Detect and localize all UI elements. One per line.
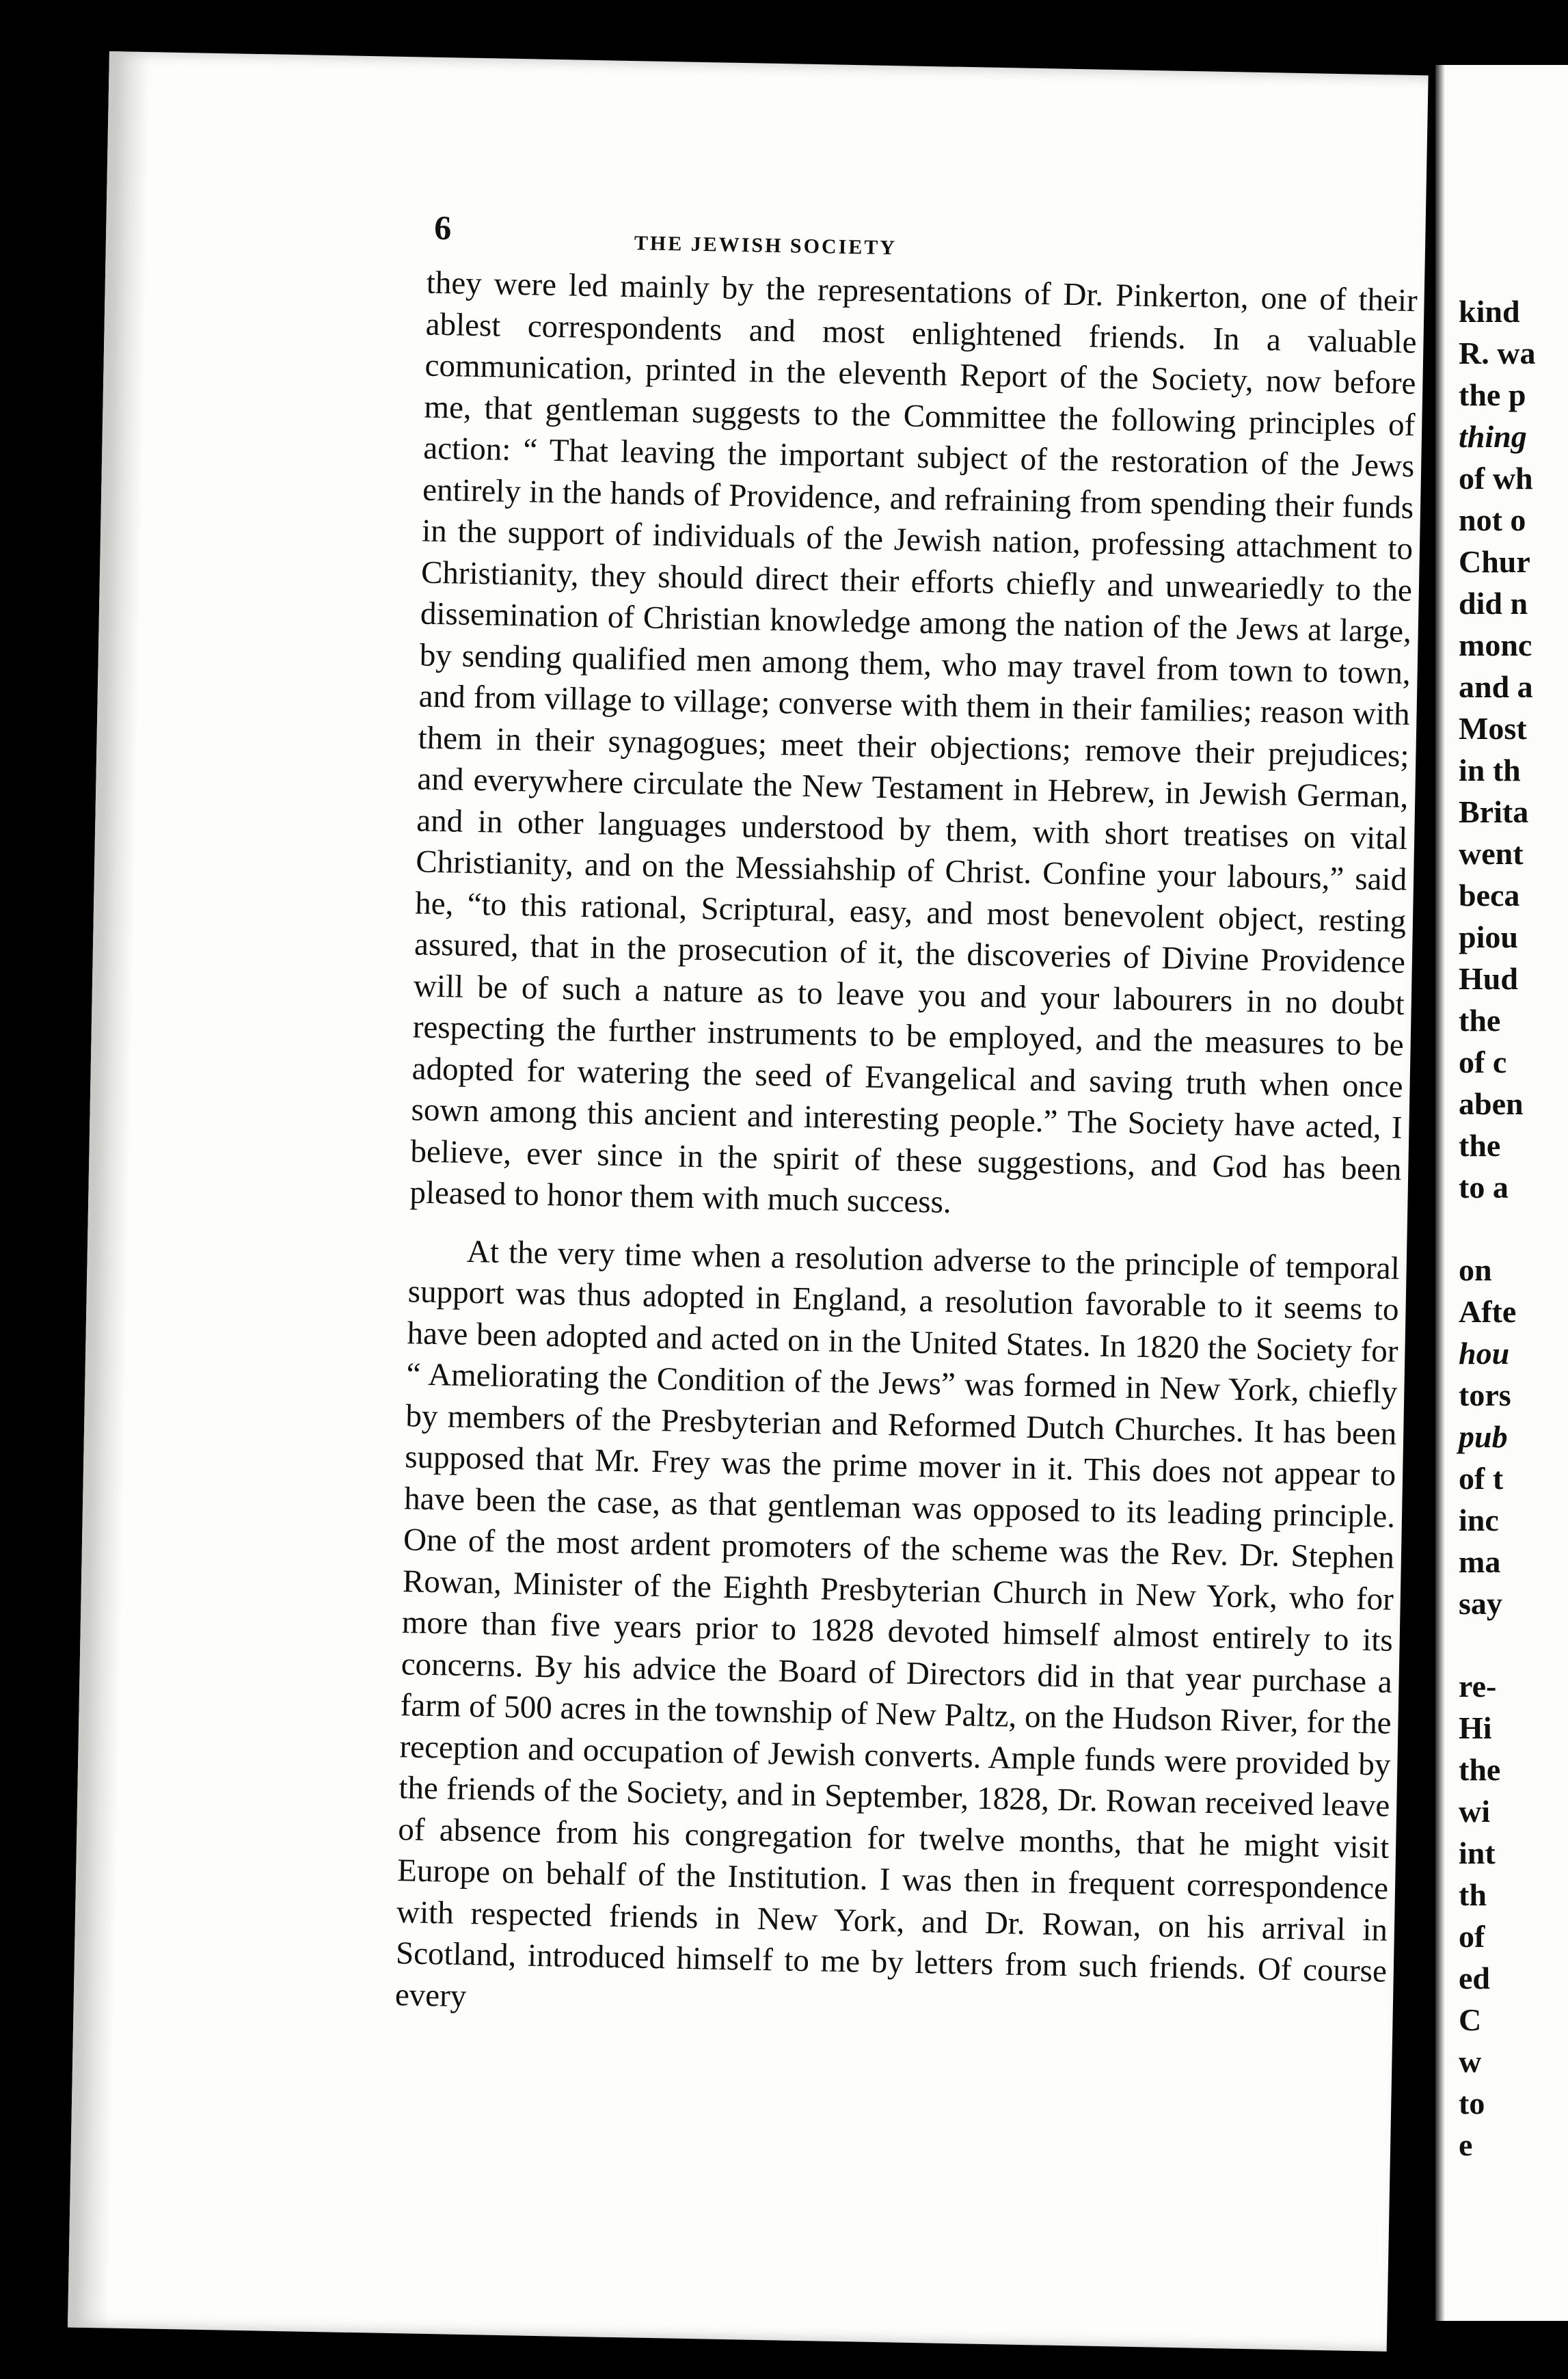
facing-line: hou: [1459, 1336, 1510, 1371]
facing-line: tors: [1459, 1377, 1511, 1412]
facing-line: w: [1459, 2044, 1482, 2079]
facing-line: Hi: [1459, 1710, 1492, 1745]
facing-page-lines: [1459, 291, 1535, 2166]
facing-line: the p: [1459, 377, 1526, 412]
running-head: THE JEWISH SOCIETY: [634, 232, 897, 260]
facing-line: and a: [1459, 669, 1533, 704]
facing-line: in th: [1459, 753, 1521, 788]
facing-line: th: [1459, 1877, 1487, 1912]
facing-line: e: [1459, 2127, 1473, 2162]
facing-line: of wh: [1459, 461, 1533, 496]
facing-line: aben: [1459, 1086, 1524, 1121]
facing-line: ma: [1459, 1544, 1501, 1579]
facing-line: piou: [1459, 919, 1518, 954]
facing-line: thing: [1459, 419, 1527, 454]
facing-page-fragment: [1435, 65, 1568, 2321]
facing-line: Chur: [1459, 544, 1530, 579]
facing-line: to: [1459, 2086, 1485, 2121]
facing-line: inc: [1459, 1503, 1499, 1537]
facing-line: beca: [1459, 878, 1520, 913]
facing-line: the: [1459, 1128, 1501, 1163]
left-page: [68, 51, 1429, 2352]
facing-line: of: [1459, 1919, 1485, 1954]
facing-line: Hud: [1459, 961, 1518, 996]
facing-line: kind: [1459, 294, 1520, 329]
facing-line: monc: [1459, 628, 1532, 662]
facing-line: int: [1459, 1836, 1496, 1870]
facing-line: on: [1459, 1252, 1492, 1287]
body-text: [394, 263, 1418, 2034]
facing-line: not o: [1459, 502, 1526, 537]
facing-line: did n: [1459, 586, 1528, 621]
facing-line: the: [1459, 1752, 1501, 1787]
page-number: 6: [433, 208, 452, 247]
paragraph-2: At the very time when a resolution adverse to the principle of temporal support was thus adopted in England, a resolution favorable to it seems to have been adopted and acted on in the United States. In 1820 the Society for “ Ameliorating the Condition of the Jews” was formed in New York, chiefly by members of the Presbyterian and Reformed Dutch Churches. It has been supposed that Mr. Frey was the prime mover in it. This does not appear to have been the case, as that gentleman was opposed to its leading principle. One of the most ardent promoters of the scheme was the Rev. Dr. Stephen Rowan, Minister of the Eighth Presbyterian Church in New York, who for more than five years prior to 1828 devoted himself almost entirely to its concerns. By his advice the Board of Directors did in that year purchase a farm of 500 acres in the township of New Paltz, on the Hudson River, for the reception and occupation of Jewish converts. Ample funds were provided by the friends of the Society, and in September, 1828, Dr. Rowan received leave of absence from his congregation for twelve months, that he might visit Europe on behalf of the Institution. I was then in frequent correspondence with respected friends in New York, and Dr. Rowan, on his arrival in Scotland, introduced himself to me by letters from such friends. Of course every: [394, 1233, 1401, 2014]
facing-line: of c: [1459, 1045, 1507, 1079]
facing-line: wi: [1459, 1794, 1490, 1829]
facing-line: of t: [1459, 1461, 1504, 1496]
facing-line: re-: [1459, 1669, 1497, 1704]
facing-line: ed: [1459, 1961, 1490, 1995]
facing-line: Brita: [1459, 794, 1529, 829]
facing-line: to a: [1459, 1170, 1509, 1205]
facing-line: R. wa: [1459, 336, 1536, 371]
facing-line: Most: [1459, 711, 1527, 746]
facing-line: pub: [1459, 1419, 1508, 1454]
facing-line: C: [1459, 2002, 1482, 2037]
facing-line: Afte: [1459, 1294, 1517, 1329]
facing-line: went: [1459, 836, 1524, 871]
paragraph-1: they were led mainly by the representations of Dr. Pinkerton, one of their ablest correspondents and most enlightened friends. In a valuable communication, printed in the eleventh Report of the Society, now before me, that gentleman suggests to the Committee the following principles of action: “ That leaving the important subject of the restoration of the Jews entirely in the hands of Providence, and refraining from spending their funds in the support of individuals of the Jewish nation, professing attachment to Christianity, they should direct their efforts chiefly and unweariedly to the dissemination of Christian knowledge among the nation of the Jews at large, by sending qualified men among them, who may travel from town to town, and from village to village; converse with them in their families; reason with them in their synagogues; meet their objections; remove their prejudices; and everywhere circulate the New Testament in Hebrew, in Jewish German, and in other languages understood by them, with short treatises on vital Christianity, and on the Messiahship of Christ. Confine your labours,” said he, “to this rational, Scriptural, easy, and most benevolent object, resting assured, that in the prosecution of it, the discoveries of Divine Providence will be of such a nature as to leave you and your labourers in no doubt respecting the further instruments to be employed, and the measures to be adopted for watering the seed of Evangelical and saving truth when once sown among this ancient and interesting people.” The Society have acted, I believe, ever since in the spirit of these suggestions, and God has been pleased to honor them with much success.: [409, 265, 1418, 1220]
facing-line: say: [1459, 1586, 1502, 1621]
facing-line: the: [1459, 1003, 1501, 1038]
